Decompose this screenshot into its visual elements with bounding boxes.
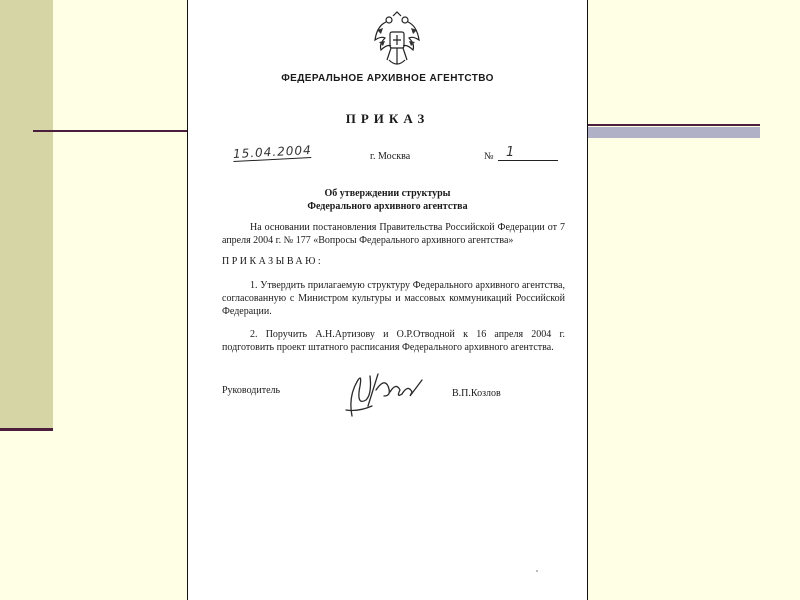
decorative-side-bar [0, 0, 53, 431]
agency-name: ФЕДЕРАЛЬНОЕ АРХИВНОЕ АГЕНТСТВО [281, 73, 494, 84]
subject-line-1: Об утверждении структуры [324, 188, 451, 199]
order-subject [188, 187, 587, 213]
document-page [187, 0, 588, 600]
order-item-1: 1. Утвердить прилагаемую структуру Федерального архивного агентства, согласованную с Министром культуры и массовых коммуникаций Российской Федерации. [222, 280, 565, 317]
order-item-2: 2. Поручить А.Н.Артизову и О.Р.Отводной к 16 апреля 2004 г. подготовить проект штатного расписания Федерального архивного агентства. [222, 329, 565, 353]
order-number: 1 [498, 146, 558, 161]
subject-line-2: Федерального архивного агентства [307, 201, 468, 212]
order-number-label: № [484, 151, 494, 162]
handwritten-signature [338, 366, 438, 422]
signer-name: В.П.Козлов [452, 388, 501, 399]
page-speck [536, 570, 538, 572]
signer-role: Руководитель [222, 385, 281, 396]
decorative-rule-right [588, 124, 760, 138]
double-headed-eagle-icon [371, 10, 423, 70]
order-city: г. Москва [370, 151, 411, 162]
document-title: ПРИКАЗ [345, 111, 430, 126]
decorative-rule-left [33, 130, 189, 132]
order-date: 15.04.2004 [232, 142, 313, 162]
preamble-paragraph: На основании постановления Правительства Российской Федерации от 7 апреля 2004 г. № 177 «Вопросы Федерального архивного агентства» [222, 222, 565, 246]
order-directive: ПРИКАЗЫВАЮ: [222, 256, 324, 267]
